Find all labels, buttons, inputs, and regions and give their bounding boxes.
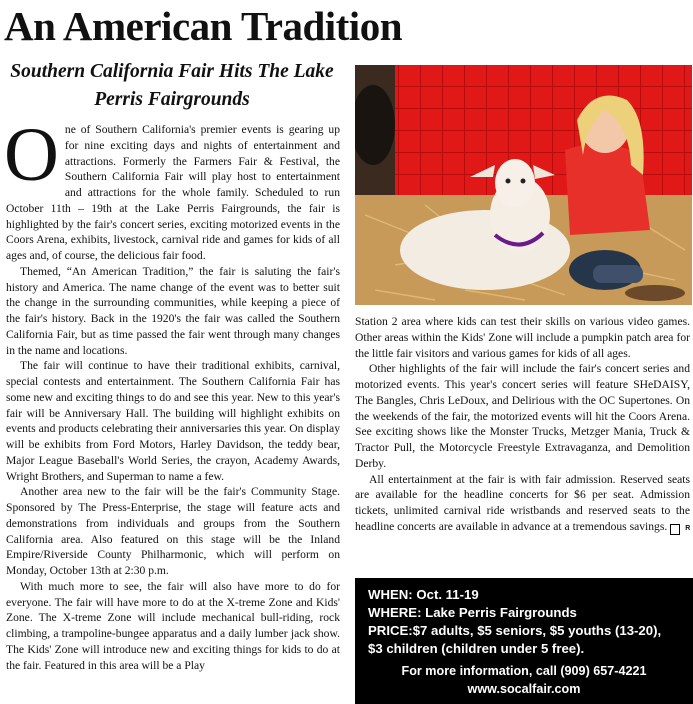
paragraph: With much more to see, the fair will also have more to do for everyone. The fair will have more to do at the X-treme Zone and Kids' Zone. The X-treme Zone will include mechanical bull-riding, rock climbing, a trampoline-bungee apparatus and a daily lumber jack show. The Kids' Zone will introduce new and exciting things for kids to do at the fair. Featured in this area will be a Play	[6, 579, 340, 672]
paragraph: Another area new to the fair will be the fair's Community Stage. Sponsored by The Press-Enterprise, the stage will feature acts and demonstrations from individuals and groups from the Southern California area. Also featured on this stage will be the Inland Empire/Riverside County Philharmonic, which will perform on Monday, October 13th at 2:30 p.m.	[6, 485, 340, 577]
info-website: www.socalfair.com	[467, 682, 581, 696]
paragraph: Station 2 area where kids can test their skills on various video games. Other areas within the Kids' Zone will include a pumpkin patch area for the little fair visitors and various games for kids of all ages.	[355, 315, 690, 360]
paragraph: One of Southern California's premier events is gearing up for nine exciting days and nights of entertainment and attractions. Formerly the Farmers Fair & Festival, the Southern California Fair will play host to entertainment and attractions for the whole family. Scheduled to run October 11th – 19th at the Lake Perris Fairgrounds, the fair is highlighted by the fair's concert series, exciting motorized events in the Coors Arena, exhibits, livestock, carnival ride and games for kids of all ages and, of course, the delicious fair food.	[4, 113, 340, 262]
photo-illustration	[355, 65, 692, 305]
info-where: WHERE: Lake Perris Fairgrounds	[368, 605, 577, 620]
info-price-children: $3 children (children under 5 free).	[368, 641, 585, 656]
paragraph: Themed, “An American Tradition,” the fair is saluting the fair's history and America. The name change of the event was to better suit the change in the surrounding communities, while keeping a piece of the fair's history. Back in the 1920's the fair was called the Southern California Fair, but as time passed the fair went through many changes in the name and locations.	[6, 264, 340, 357]
drop-cap: O	[4, 113, 59, 197]
end-mark-icon: R	[670, 524, 680, 535]
paragraph: Other highlights of the fair will include the fair's concert series and motorized events. This year's concert series will feature SHeDAISY, The Bangles, Chris LeDoux, and Delirious with the OC Supertones. On the weekends of the fair, the motorized events will hit the Coors Arena. See exciting shows like the Monster Trucks, Metzger Mania, Truck & Tractor Pull, the Motorcycle Freestyle Extravaganza, and Demolition Derby.	[355, 362, 690, 470]
paragraph: All entertainment at the fair is with fair admission. Reserved seats are available for the headline concerts for $6 per seat. Admission tickets, unlimited carnival ride wristbands and reserved seats to the headline concerts are available in advance at a tremendous savings. R	[355, 472, 691, 533]
article-column-right	[355, 314, 690, 535]
info-when: WHEN: Oct. 11-19	[368, 587, 479, 602]
photo-girl-with-goat	[355, 65, 692, 305]
info-phone: For more information, call (909) 657-4221	[401, 664, 647, 678]
paragraph: The fair will continue to have their traditional exhibits, carnival, special contests and entertainment. The Southern California Fair has some new and exciting things to do and see this year. New to this year's fair will be Anniversary Hall. The building will highlight exhibits on events and products celebrating their anniversaries this year. On display will be exhibits from Ford Motors, Harley Davidson, the teddy bear, Major League Baseball's World Series, the crayon, Academy Awards, Wright Brothers, and Superman to name a few.	[6, 359, 340, 483]
article-column-left	[4, 113, 340, 673]
info-box	[355, 578, 693, 704]
info-price: PRICE:$7 adults, $5 seniors, $5 youths (13-20),	[368, 623, 662, 638]
headline: An American Tradition	[4, 3, 402, 49]
subhead: Southern California Fair Hits The Lake Perris Fairgrounds	[10, 61, 334, 110]
